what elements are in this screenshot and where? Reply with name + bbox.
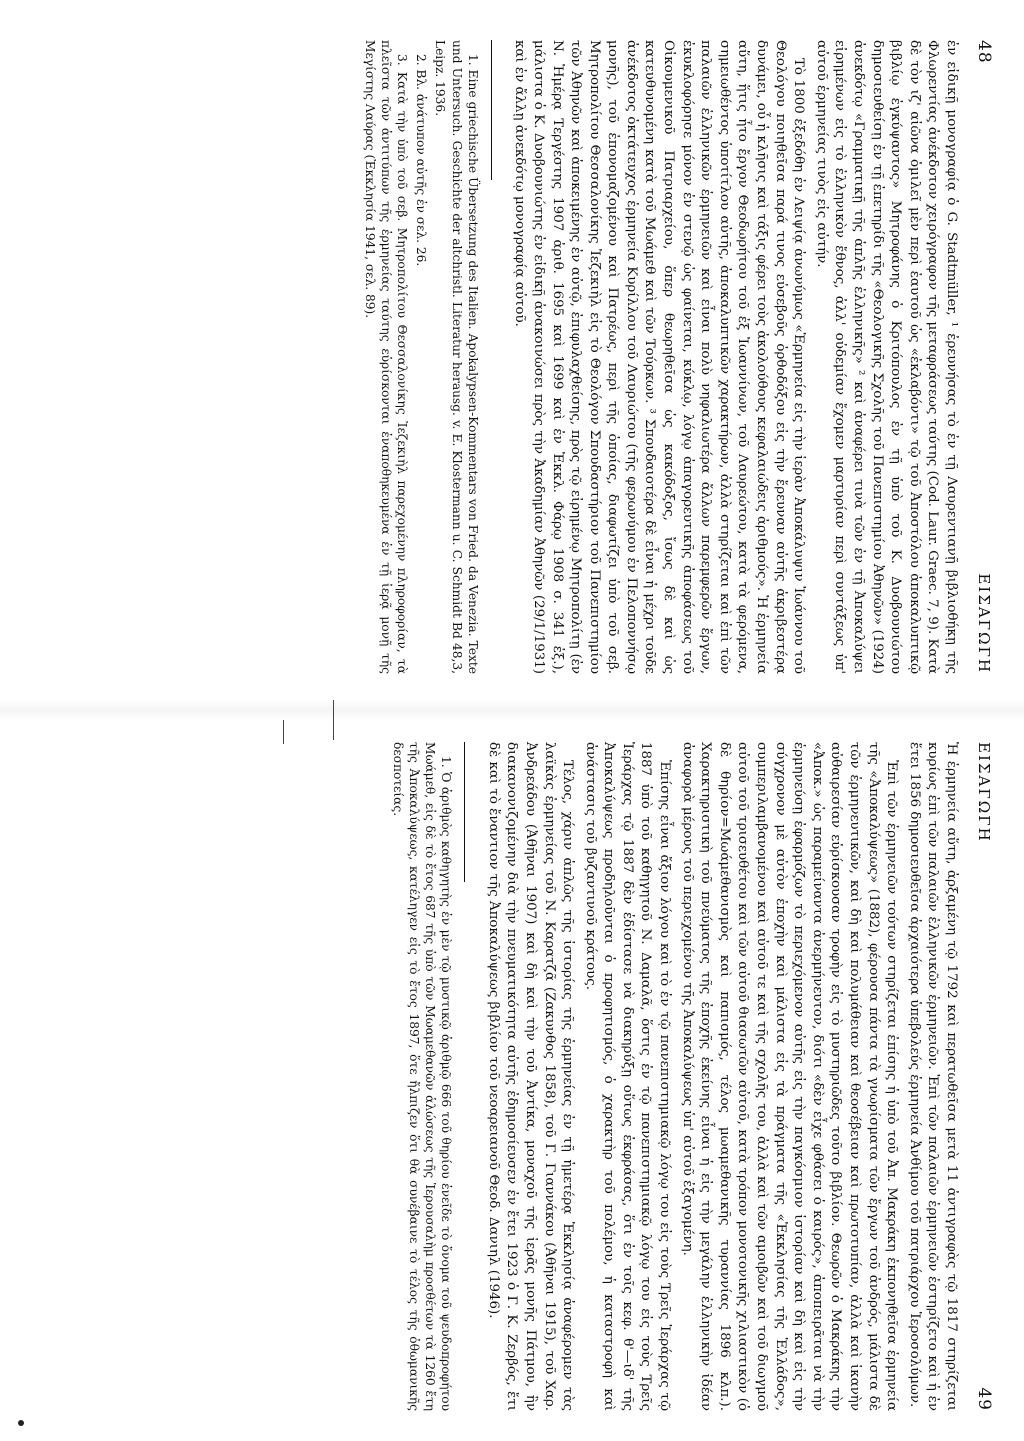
right-running-head	[974, 742, 994, 1411]
paragraph: Τέλος, χάριν ἁπλῶς τῆς ἱστορίας τῆς ἑρμηνείας ἐν τῇ ἡμετέρᾳ Ἐκκλησίᾳ ἀναφέρομεν τὰς λαϊκὰς ἑρμηνείας τοῦ Ν. Καρατζᾶ (Ζακυνθος 1858), τοῦ Γ. Γιαννάκου (Ἀθῆναι 1915), τοῦ Χαρ. Ἀνδρεάδου (Ἀθῆναι 1907) καὶ δὴ καὶ τὴν τοῦ Ἀντίκα, μοναχοῦ τῆς ἱερᾶς μονῆς Πάτμου, ἣν διακανονιζομένην διὰ τὴν πνευματικότητα αὐτῆς ἐδημοσίευσεν ἐν ἔτει 1923 ὁ Γ. Κ. Ζερβός, ἔτι δὲ καὶ τὸ ἔναντιον τῆς Ἀποκαλύψεως βιβλίον τοῦ νεοαρειανοῦ Θεοδ. Δανιηλ (1946).	[485, 742, 576, 1411]
footnote: 1. Eine griechische Übersetzung des Italien. Apokalypsen-Kommentars von Fried. da Venezia. Texte und Untersuch. Geschichte der altchristl. Literatur herausg. v. E. Klostermann u. C. Schmidt Bd 48,3, Leipz. 1936.	[433, 40, 480, 674]
left-footnotes	[361, 40, 480, 674]
paragraph: ἐν εἰδικῇ μονογραφίᾳ ὁ G. Stadtmüller, ¹ ἐρευνήσας τὸ ἐν τῇ Λαυρεντιανῇ βιβλιοθήκῃ τῆς Φλωρεντίας ἀνέκδοτον χειρόγραφον τῆς μεταφράσεως ταύτης (Cod. Laur. Graec. 7, 9). Κατὰ δὲ τὸν ιζ' αἰῶνα ὁμιλεῖ μὲν περὶ ἑαυτοῦ ὡς «ἐκλαβόντι» τῷ τοῦ Ἀποστόλου ἀποκαλυπτικῷ βιβλίῳ ἐγκύψαντος» Μητροφάνης ὁ Κριτόπουλος ἐν τῇ ὑπὸ τοῦ Κ. Δυοβουνιώτου δημοσιευθείσῃ ἐν τῇ ἐπετηρίδι τῆς «Θεολογικῆς Σχολῆς τοῦ Πανεπιστημίου Ἀθηνῶν» (1924) ἀνεκδότῳ «Γραμματικῇ τῆς ἁπλῆς ἑλληνικῆς» ² καὶ ἀναφέρει τινὰ τῶν ἐν τῇ Ἀποκαλύψει εἰρημένων εἰς τὸ ἑλληνικὸν ἔθνος, ἀλλ' οὐδεμίαν ἔχομεν μαρτυρίαν περὶ συντάξεως ὑπ' αὐτοῦ ἑρμηνείας τινὸς εἰς αὐτήν.	[813, 40, 959, 674]
left-body-text	[510, 40, 960, 674]
footnote-rule	[491, 40, 492, 180]
right-body-text	[483, 742, 960, 1411]
right-footnotes	[389, 742, 454, 1411]
paragraph: Ἡ ἑρμηνεία αὕτη, ἀρξαμένη τῷ 1792 καὶ περατωθεῖσα μετὰ 11 ἀντιγραφὰς τῷ 1817 στηρίζεται κυρίως ἐπὶ τῶν παλαιῶν ἑλληνικῶν ἑρμηνειῶν. Ἐπὶ τῶν παλαιῶν ἑρμηνειῶν ἐστηρίζετο καὶ ἡ ἐν ἔτει 1856 δημοσιευθεῖσα ἀρχαιότερα ὑπεβολεύς ἑρμηνεία Ἀνθίμου τοῦ πατριάρχου Ἱεροσολύμων.	[906, 742, 959, 1411]
left-page-number: 48	[974, 40, 994, 64]
footnote-rule	[464, 742, 465, 882]
paragraph: Ἑπίσης εἶναι ἄξιον λόγου καὶ τὸ ἐν τῷ πανεπιστημιακῷ λόγῳ του εἰς τοὺς Τρεῖς Ἱεράρχας τῷ 1887 ὑπὸ τοῦ καθηγητοῦ Ν. Δαμαλᾶ, ὅστις ἐν τῷ πανεπιστημιακῷ λόγῳ του εἰς τοὺς Τρεῖς Ἱεράρχας τῷ 1887 δὲν ἐδίστασε νὰ διακηρύξῃ οὕτως ἐκφράσας, ὅτι ἐν τοῖς κεφ. θ'—ιδ' τῆς Ἀποκαλύψεως προδηλοῦνται ὁ προφητισμός, ὁ χαρακτὴρ τοῦ πολέμου, ἡ καταστροφὴ καὶ ἀνάστασις τοῦ βυζαντινοῦ κράτους.	[582, 742, 673, 1411]
right-header-title: ΕΙΣΑΓΩΓΗ	[975, 742, 993, 843]
footnote: 1. Ὁ ἀριθμὸς καθηγητὴς ἐν μὲν τῷ μυστικῷ ἀριθμῷ 666 τοῦ θηρίου ἐνεῖδε τὸ ὄνομα τοῦ ψευδοπροφήτου Μωάμεθ, εἰς δὲ τὸ ἔτος 687 τῆς ὑπὸ τῶν Μωαμεθανῶν ἁλώσεως τῆς Ἱερουσαλὴμ προσθέτων τὰ 1260 ἔτη τῆς Ἀποκαλύψεως, κατέληγεν εἰς τὸ ἔτος 1897, ὅτε ἤλπιζεν ὅτι θὰ συνέβαινε τὸ τέλος τῆς ὀθωμανικῆς δεσποτείας.	[390, 742, 454, 1411]
footnote: 3. Κατὰ τὴν ὑπὸ τοῦ σεβ. Μητροπολίτου Θεσσαλονίκης Ἰεζεκιὴλ παρεχομένην πληροφορίαν, τὰ πλεῖστα τῶν ἀντιτύπων τῆς ἑρμηνείας ταύτης εὑρίσκονται ἐναποθηκευμένα ἐν τῇ ἱερᾷ μονῇ τῆς Μεγίστης Λαύρας (Ἐκκλησία 1941, σελ. 89).	[362, 40, 409, 674]
left-page	[0, 0, 1024, 700]
right-page-number: 49	[974, 1387, 994, 1411]
right-page	[0, 720, 1024, 1441]
paragraph: Τὸ 1800 ἐξεδόθη ἐν Λειψίᾳ ἀνωνύμως «Ἑρμηνεία εἰς τὴν ἱερὰν Ἀποκάλυψιν Ἰωάννου τοῦ Θεολόγου ποιηθεῖσα παρά τινος εὐσεβοῦς ὀρθοδόξου εἰς τὴν ἔρευναν αὐτῆς ἀκριβεστέρᾳ δυνάμει, οὗ ἡ κλῆσις καὶ τάξις φέρει τοὺς ἀκολούθους κεφαλαιώδεις ἀριθμούς». Ἡ ἑρμηνεία αὕτη, ἥτις ἦτο ἔργον Θεοδωρήτου τοῦ ἐξ Ἰωαννίνων, τοῦ Λαυρεώτου, κατὰ τὰ φερόμενα, σημειωθέντος ὑποτίτλου αὐτῆς, ἀποκαλυπτικῶν χαρακτήρων, ἀλλὰ στηρίζεται καὶ ἐπὶ τῶν παλαιῶν ἑλληνικῶν ἑρμηνειῶν καὶ εἶναι πολὺ νηφαλιωτέρα ἄλλων παρεμφερῶν ἔργων, ἐκυκλοφόρησε μόνον ἐν στενῷ ὡς φαίνεται, κύκλῳ, λόγῳ ἀπαγορευτικῆς ἀποφάσεως τοῦ Οἰκουμενικοῦ Πατριαρχείου, ὅπερ θεωρηθεῖσα ὡς κακόδοξος, ἴσως δὲ καὶ ὡς κατευθυνομένη κατὰ τοῦ Μωάμεθ καὶ τῶν Τούρκων. ³ Σπουδαιοτέρα δὲ εἶναι ἡ μέχρι τοῦδε ἀνέκδοτος ὀκτάτευχος ἑρμηνεία Κυρίλλου τοῦ Λαυριώτου (τῆς φερωνύμου ἐν Πελοποννήσῳ μονῆς), τοῦ ἐπονομαζομένου καὶ Πατρέως, περὶ τῆς ὁποίας, διαφωτίζει ὑπὸ τοῦ σεβ. Μητροπολίτου Θεσσαλονίκης Ἰεζεκιὴλ εἰς τὸ Θεολόγον Σπουδαστήριον τοῦ Πανεπιστημίου τῶν Ἀθηνῶν καὶ ἀποκειμένης ἐν αὐτῷ, ἐπιφυλαχθείσης, πρὸς τῷ εἰρημένῳ Μητροπολίτῃ (ἐν Ν. Ἡμέρᾳ Τεργέστης 1907 ἀριθ. 1695 καὶ 1699 καὶ ἐν Ἐκκλ. Φάρῳ 1908 σ. 341 ἑξ.), μάλιστα ὁ Κ. Δυοβουνιώτης ἐν εἰδικῇ ἀνακοινώσει πρὸς τὴν Ἀκαδημίαν Ἀθηνῶν (29/1/1931) καὶ ἐν ἄλλῃ ἀνεκδότῳ μονογραφίᾳ αὐτοῦ.	[512, 40, 807, 674]
gutter	[0, 700, 1024, 720]
paragraph: Ἐπὶ τῶν ἑρμηνειῶν τούτων στηρίζεται ἐπίσης ἡ ὑπὸ τοῦ Ἀπ. Μακράκη ἐκπονηθεῖσα ἑρμηνεία τῆς «Ἀποκαλύψεως» (1882), φέρουσα πάντα τὰ γνωρίσματα τῶν ἔργων τοῦ ἀνδρός, μάλιστα δὲ τῶν ἑρμηνευτικῶν, καὶ δὴ καὶ πολυμάθειαν καὶ θεοσέβειαν καὶ πρωτοτυπίαν, ἀλλὰ καὶ ἱκανὴν αὐθαιρεσίαν εὑρίσκουσαν τροφὴν εἰς τὸ μυστηριῶδες τοῦτο βιβλίον. Θεωρῶν ὁ Μακράκης τὴν «Ἀποκ.» ὡς παραμείναντα ἀνερμήνευτον, διότι «δὲν εἶχε φθάσει ὁ καιρός», ἀποπειρᾶται νὰ τὴν ἑρμηνεύσῃ ἐφαρμόζων τὸ περιεχόμενον αὐτῆς εἰς τὴν παγκόσμιον ἱστορίαν καὶ δὴ καὶ εἰς τὴν σύγχρονον μὲ αὐτὸν ἐποχὴν καὶ μάλιστα εἰς τὰ πράγματα τῆς «Ἐκκλησίας τῆς Ἑλλάδος», συμπεριλαμβανομένου καὶ αὐτοῦ τε καὶ τῆς σχολῆς του, ἀλλὰ καὶ τῶν αμοιβῶν καὶ τοῦ διωγμοῦ αὐτοῦ τοῦ τρισευθέτου καὶ τῶν αὐτοῦ θιασωτῶν αὐτοῦ, κατὰ τρόπον μονοτονικῆς χιλιαστικὸν (ὁ δὲ θηρίον=Μωάμεθανισμὸς καὶ παπισμός, τέλος μωαμεθανικῆς τυραννίας 1896 κλπ.). Χαρακτηριστικὴ τοῦ πνεύματος τῆς ἐποχῆς ἐκείνης εἶναι ἡ εἰς τὴν μεγάλην ἑλληνικὴν ἰδέαν ἀναφορὰ μέρους τοῦ περιεχομένου τῆς Ἀποκαλύψεως ὑπ' αὐτοῦ ἐξαγομένη.	[679, 742, 900, 1411]
left-running-head	[974, 40, 994, 674]
footnote: 2. Βλ. ἀνάτυπον αὐτῆς ἐν σελ. 26.	[414, 54, 429, 267]
left-header-title: ΕΙΣΑΓΩΓΗ	[975, 573, 993, 674]
page-mark	[18, 1420, 24, 1426]
